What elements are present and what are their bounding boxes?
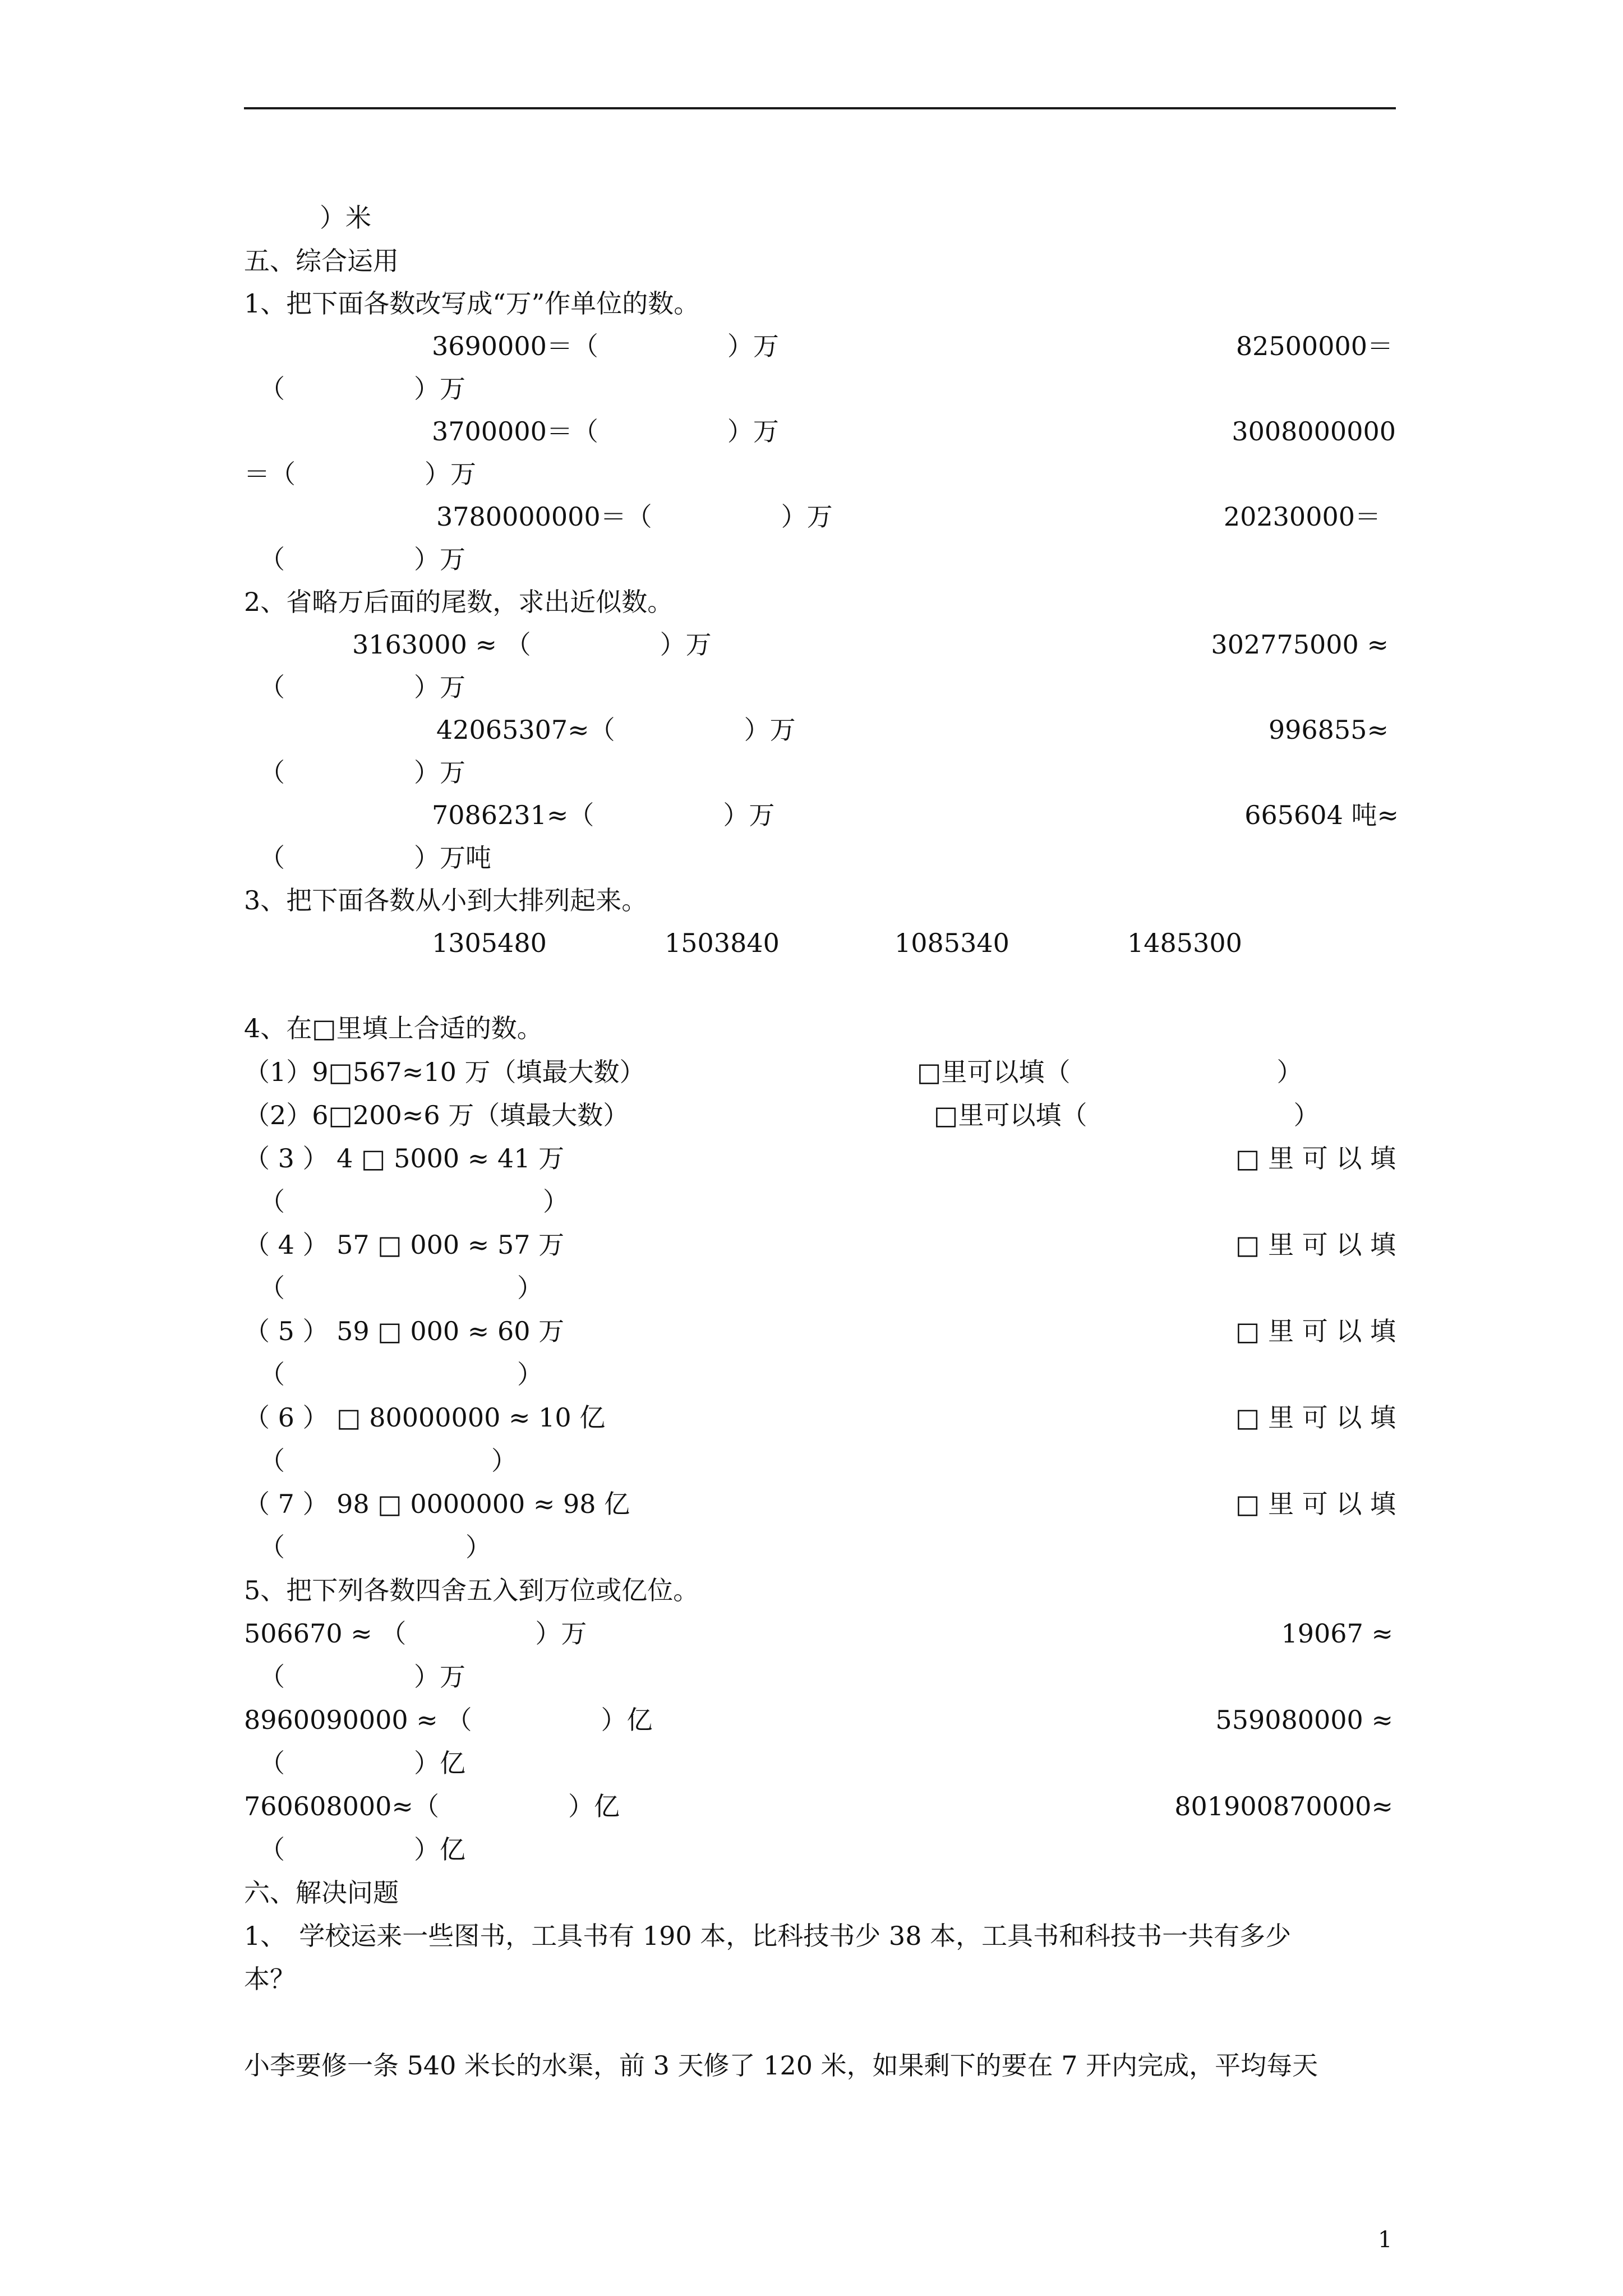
q4-item-7-cont: （ ） <box>259 1532 491 1562</box>
problem-2-line-1: 小李要修一条 540 米长的水渠，前 3 天修了 120 米，如果剩下的要在 7 开内完成，平均每天 <box>244 2050 1318 2081</box>
q4-item-7: （ 7 ） 98 □ 0000000 ≈ 98 亿 <box>244 1489 630 1519</box>
q4-item-2: （2）6□200≈6 万（填最大数） <box>244 1100 629 1130</box>
q1-a1: 3690000＝（ ）万 <box>432 331 779 361</box>
q4-item-5-fill: □ 里 可 以 填 <box>1235 1316 1396 1346</box>
q4-item-3: （ 3 ） 4 □ 5000 ≈ 41 万 <box>244 1143 565 1174</box>
q3-number-4: 1485300 <box>1127 928 1242 958</box>
q1-prompt: 1、把下面各数改写成“万”作单位的数。 <box>244 288 700 319</box>
header-rule <box>244 107 1396 109</box>
q4-item-2-fill: □里可以填（ ） <box>934 1100 1320 1130</box>
q4-item-4-fill: □ 里 可 以 填 <box>1235 1230 1396 1260</box>
q4-item-7-fill: □ 里 可 以 填 <box>1235 1489 1396 1519</box>
problem-1-line-1: 1、 学校运来一些图书，工具书有 190 本，比科技书少 38 本，工具书和科技书一共有多少 <box>244 1921 1292 1951</box>
q5-a2: 8960090000 ≈ （ ）亿 <box>244 1705 653 1735</box>
q3-prompt: 3、把下面各数从小到大排列起来。 <box>244 885 648 915</box>
q1-a2: 3700000＝（ ）万 <box>432 416 779 447</box>
q3-number-1: 1305480 <box>432 928 547 958</box>
q2-a3: 7086231≈（ ）万 <box>432 800 775 830</box>
q4-prompt: 4、在□里填上合适的数。 <box>244 1013 543 1043</box>
section-6-title: 六、解决问题 <box>244 1878 399 1908</box>
q5-prompt: 5、把下列各数四舍五入到万位或亿位。 <box>244 1575 699 1605</box>
q1-b2-cont: ＝（ ）万 <box>244 459 476 489</box>
fragment-line: ）米 <box>320 203 371 233</box>
q1-b1: 82500000＝ <box>1235 331 1393 361</box>
q2-prompt: 2、省略万后面的尾数，求出近似数。 <box>244 587 674 617</box>
page-number: 1 <box>1378 2227 1393 2253</box>
q1-b3-cont: （ ）万 <box>259 544 465 574</box>
q2-b1-cont: （ ）万 <box>259 672 465 702</box>
q4-item-5-cont: （ ） <box>259 1359 543 1389</box>
q5-b1: 19067 ≈ <box>1281 1618 1393 1649</box>
q4-item-6: （ 6 ） □ 80000000 ≈ 10 亿 <box>244 1402 606 1433</box>
q2-b3-cont: （ ）万吨 <box>259 843 491 873</box>
q4-item-6-fill: □ 里 可 以 填 <box>1235 1402 1396 1433</box>
q5-a1: 506670 ≈ （ ）万 <box>244 1618 587 1649</box>
q4-item-3-fill: □ 里 可 以 填 <box>1235 1143 1396 1174</box>
q1-b1-cont: （ ）万 <box>259 374 465 404</box>
q4-item-4-cont: （ ） <box>259 1273 543 1303</box>
q3-number-3: 1085340 <box>895 928 1009 958</box>
section-5-title: 五、综合运用 <box>244 246 399 276</box>
q5-b3: 801900870000≈ <box>1174 1791 1393 1821</box>
q5-b1-cont: （ ）万 <box>259 1662 465 1692</box>
problem-1-line-2: 本？ <box>244 1964 296 1994</box>
q2-b2: 996855≈ <box>1268 715 1389 745</box>
q1-b2: 3008000000 <box>1232 416 1396 447</box>
q2-b1: 302775000 ≈ <box>1211 629 1389 660</box>
q5-b2-cont: （ ）亿 <box>259 1748 465 1778</box>
q5-b3-cont: （ ）亿 <box>259 1834 465 1865</box>
q3-number-2: 1503840 <box>665 928 780 958</box>
q2-a2: 42065307≈（ ）万 <box>436 715 796 745</box>
q2-a1: 3163000 ≈ （ ）万 <box>352 629 712 660</box>
q4-item-5: （ 5 ） 59 □ 000 ≈ 60 万 <box>244 1316 565 1346</box>
q5-b2: 559080000 ≈ <box>1215 1705 1393 1735</box>
q1-a3: 3780000000＝（ ）万 <box>436 501 833 532</box>
q2-b3: 665604 吨≈ <box>1244 800 1399 830</box>
q5-a3: 760608000≈（ ）亿 <box>244 1791 620 1821</box>
q4-item-4: （ 4 ） 57 □ 000 ≈ 57 万 <box>244 1230 565 1260</box>
q1-b3: 20230000＝ <box>1223 501 1381 532</box>
q4-item-6-cont: （ ） <box>259 1446 517 1476</box>
q2-b2-cont: （ ）万 <box>259 757 465 788</box>
q4-item-1: （1）9□567≈10 万（填最大数） <box>244 1057 645 1087</box>
q4-item-3-cont: （ ） <box>259 1186 569 1217</box>
q4-item-1-fill: □里可以填（ ） <box>917 1057 1303 1087</box>
